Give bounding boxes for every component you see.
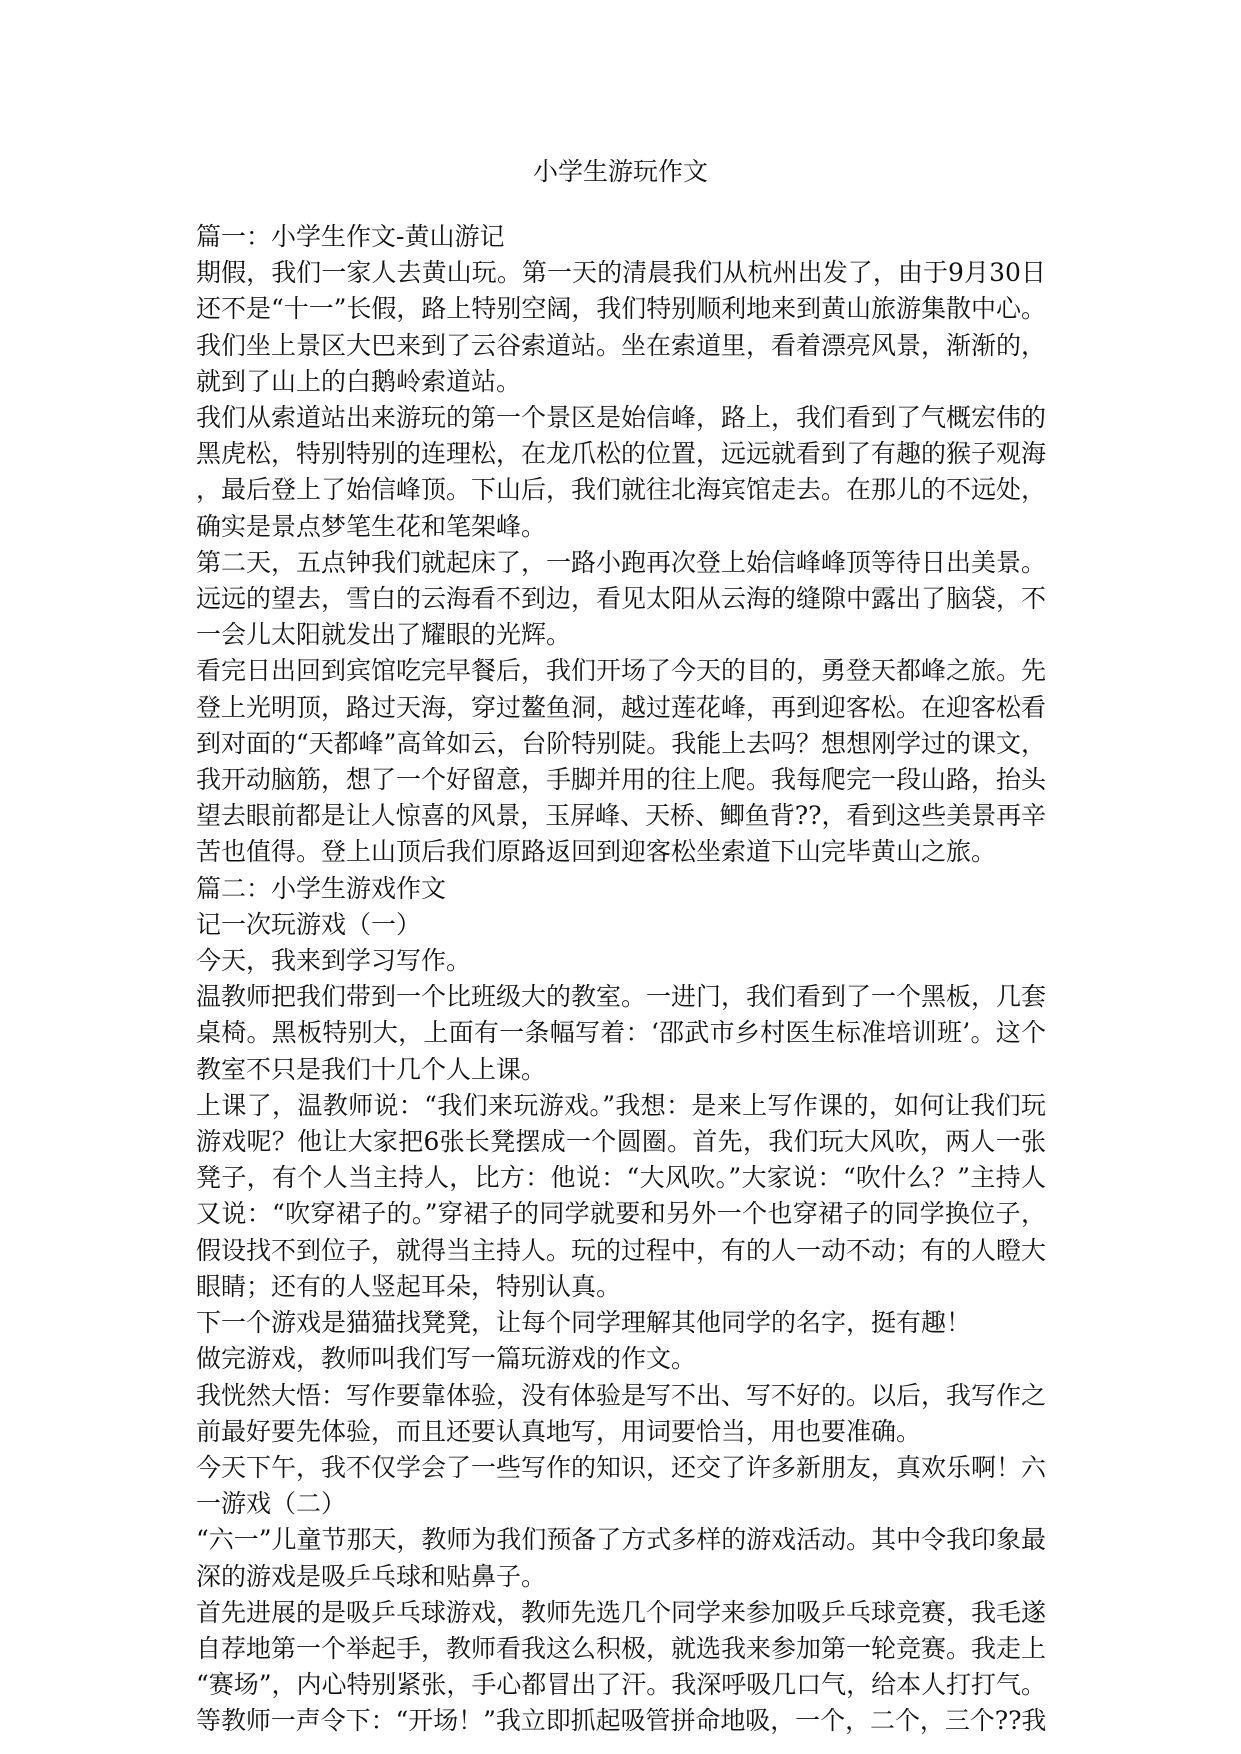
text-line: 首先进展的是吸乒乓球游戏，教师先选几个同学来参加吸乒乓球竞赛，我毛遂 (196, 1597, 1047, 1627)
text-line: 桌椅。黑板特别大，上面有一条幅写着：‘邵武市乡村医生标准培训班’。这个 (196, 1018, 1046, 1048)
text-line: 一会儿太阳就发出了耀眼的光辉。 (196, 620, 572, 650)
text-line: 假设找不到位子，就得当主持人。玩的过程中，有的人一动不动；有的人瞪大 (196, 1235, 1047, 1265)
text-line: 又说：“吹穿裙子的。”穿裙子的同学就要和另外一个也穿裙子的同学换位子， (196, 1199, 1046, 1229)
text-line: “赛场”，内心特别紧张，手心都冒出了汗。我深呼吸几口气，给本人打打气。 (196, 1670, 1046, 1700)
text-line: 我们从索道站出来游玩的第一个景区是始信峰，路上，我们看到了气概宏伟的 (196, 403, 1047, 433)
text-line: 做完游戏，教师叫我们写一篇玩游戏的作文。 (196, 1344, 697, 1374)
text-line: 还不是“十一”长假，路上特别空阔，我们特别顺利地来到黄山旅游集散中心。 (196, 294, 1046, 324)
text-line: 就到了山上的白鹅岭索道站。 (196, 366, 522, 396)
text-line: 远远的望去，雪白的云海看不到边，看见太阳从云海的缝隙中露出了脑袋，不 (196, 584, 1047, 614)
text-line: 一游戏（二） (196, 1489, 347, 1519)
text-line: 前最好要先体验，而且还要认真地写，用词要恰当，用也要准确。 (196, 1416, 922, 1446)
text-line: 我开动脑筋，想了一个好留意，手脚并用的往上爬。我每爬完一段山路，抬头 (196, 765, 1047, 795)
text-line: 看完日出回到宾馆吃完早餐后，我们开场了今天的目的，勇登天都峰之旅。先 (196, 656, 1047, 686)
text-line: 等教师一声令下：“开场！”我立即抓起吸管拼命地吸，一个，二个，三个??我 (196, 1706, 1047, 1736)
text-line: 今天，我来到学习写作。 (196, 946, 472, 976)
text-line: ，最后登上了始信峰顶。下山后，我们就往北海宾馆走去。在那儿的不远处， (196, 475, 1047, 505)
text-line: 下一个游戏是猫猫找凳凳，让每个同学理解其他同学的名字，挺有趣！ (196, 1308, 972, 1338)
text-line: 登上光明顶，路过天海，穿过鳌鱼洞，越过莲花峰，再到迎客松。在迎客松看 (196, 692, 1047, 722)
text-line: 苦也值得。登上山顶后我们原路返回到迎客松坐索道下山完毕黄山之旅。 (196, 837, 997, 867)
text-line: 期假，我们一家人去黄山玩。第一天的清晨我们从杭州出发了，由于9月30日 (196, 258, 1046, 288)
text-line: 确实是景点梦笔生花和笔架峰。 (196, 511, 547, 541)
text-line: 望去眼前都是让人惊喜的风景，玉屏峰、天桥、鲫鱼背??，看到这些美景再辛 (196, 801, 1046, 831)
document-title: 小学生游玩作文 (532, 157, 708, 186)
text-line: 记一次玩游戏（一） (196, 909, 422, 939)
document-body (196, 219, 1046, 1740)
text-line: 我恍然大悟：写作要靠体验，没有体验是写不出、写不好的。以后，我写作之 (196, 1380, 1047, 1410)
text-line: 游戏呢？他让大家把6张长凳摆成一个圆圈。首先，我们玩大风吹，两人一张 (196, 1127, 1046, 1157)
text-line: 深的游戏是吸乒乓球和贴鼻子。 (196, 1561, 547, 1591)
text-line: 今天下午，我不仅学会了一些写作的知识，还交了许多新朋友，真欢乐啊！六 (196, 1452, 1047, 1482)
text-line: 凳子，有个人当主持人，比方：他说：“大风吹。”大家说：“吹什么？”主持人 (196, 1163, 1046, 1193)
text-line: “六一”儿童节那天，教师为我们预备了方式多样的游戏活动。其中令我印象最 (196, 1525, 1046, 1555)
text-line: 自荐地第一个举起手，教师看我这么积极，就选我来参加第一轮竞赛。我走上 (196, 1633, 1047, 1663)
text-line: 我们坐上景区大巴来到了云谷索道站。坐在索道里，看着漂亮风景，渐渐的， (196, 330, 1047, 360)
text-line: 到对面的“天都峰”高耸如云，台阶特别陡。我能上去吗？想想刚学过的课文， (196, 728, 1046, 758)
text-line: 温教师把我们带到一个比班级大的教室。一进门，我们看到了一个黑板，几套 (196, 982, 1047, 1012)
text-line: 教室不只是我们十几个人上课。 (196, 1054, 547, 1084)
text-line: 黑虎松，特别特别的连理松，在龙爪松的位置，远远就看到了有趣的猴子观海 (196, 439, 1047, 469)
text-line: 第二天，五点钟我们就起床了，一路小跑再次登上始信峰峰顶等待日出美景。 (196, 547, 1047, 577)
text-line: 眼睛；还有的人竖起耳朵，特别认真。 (196, 1271, 622, 1301)
text-line: 篇二：小学生游戏作文 (196, 873, 447, 903)
text-line: 篇一：小学生作文-黄山游记 (196, 222, 505, 251)
text-line: 上课了，温教师说：“我们来玩游戏。”我想：是来上写作课的，如何让我们玩 (196, 1090, 1046, 1120)
